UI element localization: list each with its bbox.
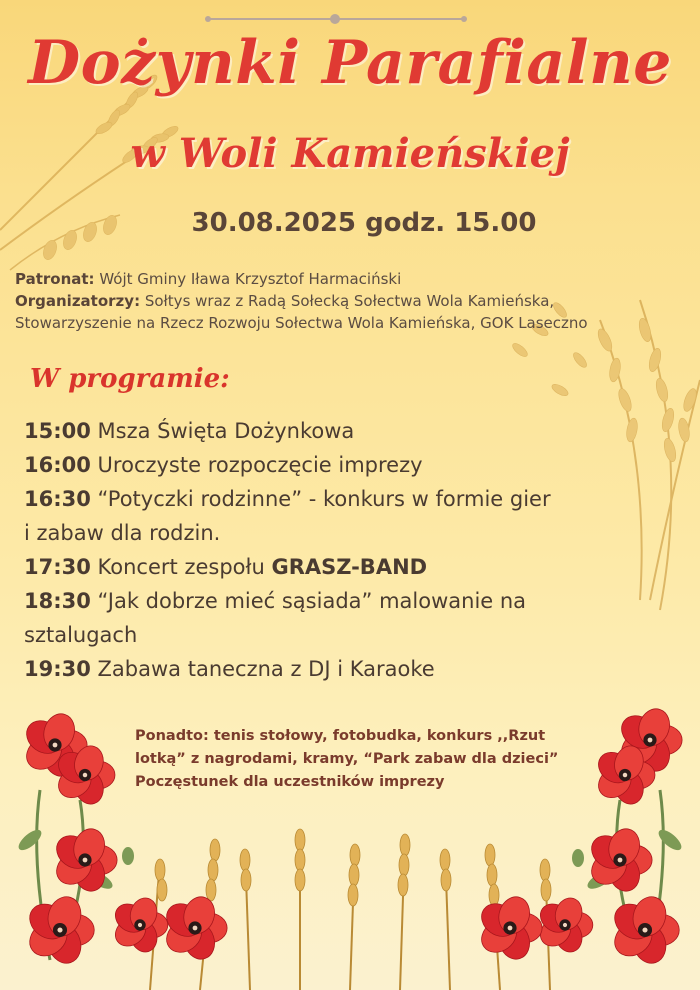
event-date: 30.08.2025 godz. 15.00 <box>191 208 537 238</box>
poppy-flower-icon <box>110 895 168 956</box>
program-item-continued: sztalugach <box>24 623 138 647</box>
program-item <box>24 482 614 516</box>
program-time: 17:30 <box>24 555 91 579</box>
program-text: Msza Święta Dożynkowa <box>97 419 355 443</box>
organizers-line <box>15 290 685 312</box>
poster-title: Dożynki Parafialne <box>28 28 672 98</box>
program-text: Koncert zespołu <box>97 555 272 579</box>
program-heading: W programie: <box>30 364 230 394</box>
extras-line-1: Ponadto: tenis stołowy, fotobudka, konkurs ,,Rzut <box>135 728 546 744</box>
program-item-continued: i zabaw dla rodzin. <box>24 521 221 545</box>
program-item <box>24 448 614 482</box>
program-item <box>24 414 614 448</box>
extras-line-2: lotką” z nagrodami, kramy, “Park zabaw dla dzieci” <box>135 751 559 767</box>
patron-value: Wójt Gminy Iława Krzysztof Harmaciński <box>99 270 402 288</box>
program-item <box>24 584 614 618</box>
poppy-flower-icon <box>608 892 679 967</box>
top-divider-dot <box>330 14 340 24</box>
program-text: “Potyczki rodzinne” - konkurs w formie gier <box>97 487 551 511</box>
poppy-flower-icon <box>535 895 593 956</box>
patronage-block <box>15 268 685 334</box>
program-item <box>24 550 614 584</box>
band-name: GRASZ-BAND <box>271 555 428 579</box>
program-text: Zabawa taneczna z DJ i Karaoke <box>97 657 435 681</box>
poppy-flower-icon <box>160 893 227 963</box>
patron-line <box>15 268 685 290</box>
program-text: Uroczyste rozpoczęcie imprezy <box>97 453 423 477</box>
poppy-flower-icon <box>475 893 542 963</box>
program-text: “Jak dobrze mieć sąsiada” malowanie na <box>97 589 527 613</box>
extras-block <box>135 725 575 794</box>
organizers-label: Organizatorzy: <box>15 292 141 310</box>
poppy-flower-icon <box>23 892 94 967</box>
program-list <box>24 414 614 686</box>
program-time: 16:00 <box>24 453 91 477</box>
poster-subtitle: w Woli Kamieńskiej <box>130 130 570 177</box>
organizers-value-2: Stowarzyszenie na Rzecz Rozwoju Sołectwa Wola Kamieńska, GOK Laseczno <box>15 314 588 332</box>
extras-line-3: Poczęstunek dla uczestników imprezy <box>135 774 445 790</box>
program-time: 19:30 <box>24 657 91 681</box>
program-time: 18:30 <box>24 589 91 613</box>
patron-label: Patronat: <box>15 270 95 288</box>
program-time: 16:30 <box>24 487 91 511</box>
organizers-value-1: Sołtys wraz z Radą Sołecką Sołectwa Wola Kamieńska, <box>144 292 555 310</box>
program-item <box>24 652 614 686</box>
program-time: 15:00 <box>24 419 91 443</box>
